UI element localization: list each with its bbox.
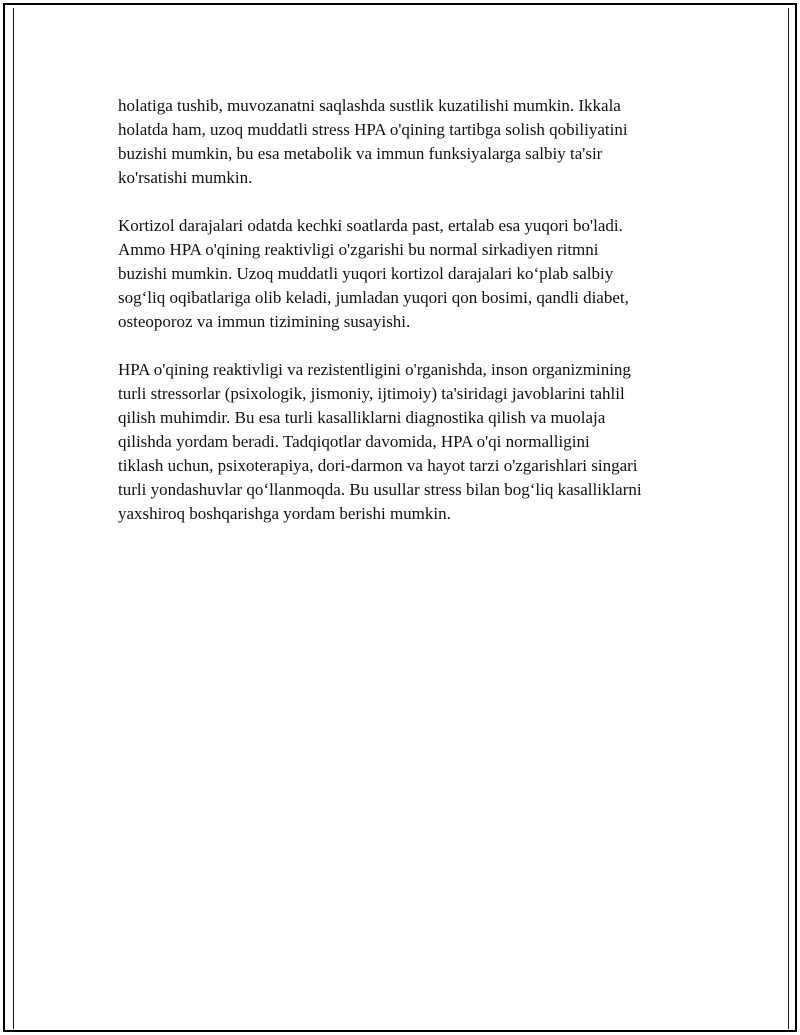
- text-line: holatiga tushib, muvozanatni saqlashda sustlik kuzatilishi mumkin. Ikkala: [118, 96, 621, 115]
- text-line: Kortizol darajalari odatda kechki soatlarda past, ertalab esa yuqori bo'ladi.: [118, 216, 623, 235]
- text-line: turli yondashuvlar qo‘llanmoqda. Bu usullar stress bilan bog‘liq kasalliklarni: [118, 480, 642, 499]
- text-line: buzishi mumkin. Uzoq muddatli yuqori kortizol darajalari ko‘plab salbiy: [118, 264, 614, 283]
- text-line: turli stressorlar (psixologik, jismoniy, ijtimoiy) ta'siridagi javoblarini tahlil: [118, 384, 625, 403]
- paragraph-2: [118, 214, 698, 334]
- text-line: HPA o'qining reaktivligi va rezistentligini o'rganishda, inson organizmining: [118, 360, 631, 379]
- text-line: buzishi mumkin, bu esa metabolik va immun funksiyalarga salbiy ta'sir: [118, 144, 603, 163]
- paragraph-1: [118, 94, 698, 190]
- text-line: tiklash uchun, psixoterapiya, dori-darmon va hayot tarzi o'zgarishlari singari: [118, 456, 638, 475]
- text-line: Ammo HPA o'qining reaktivligi o'zgarishi bu normal sirkadiyen ritmni: [118, 240, 599, 259]
- text-line: osteoporoz va immun tizimining susayishi.: [118, 312, 411, 331]
- document-body: [118, 94, 698, 550]
- text-line: yaxshiroq boshqarishga yordam berishi mumkin.: [118, 504, 451, 523]
- text-line: qilish muhimdir. Bu esa turli kasalliklarni diagnostika qilish va muolaja: [118, 408, 606, 427]
- text-line: sog‘liq oqibatlariga olib keladi, jumladan yuqori qon bosimi, qandli diabet,: [118, 288, 629, 307]
- text-line: qilishda yordam beradi. Tadqiqotlar davomida, HPA o'qi normalligini: [118, 432, 590, 451]
- text-line: holatda ham, uzoq muddatli stress HPA o'qining tartibga solish qobiliyatini: [118, 120, 628, 139]
- paragraph-3: [118, 358, 698, 526]
- text-line: ko'rsatishi mumkin.: [118, 168, 253, 187]
